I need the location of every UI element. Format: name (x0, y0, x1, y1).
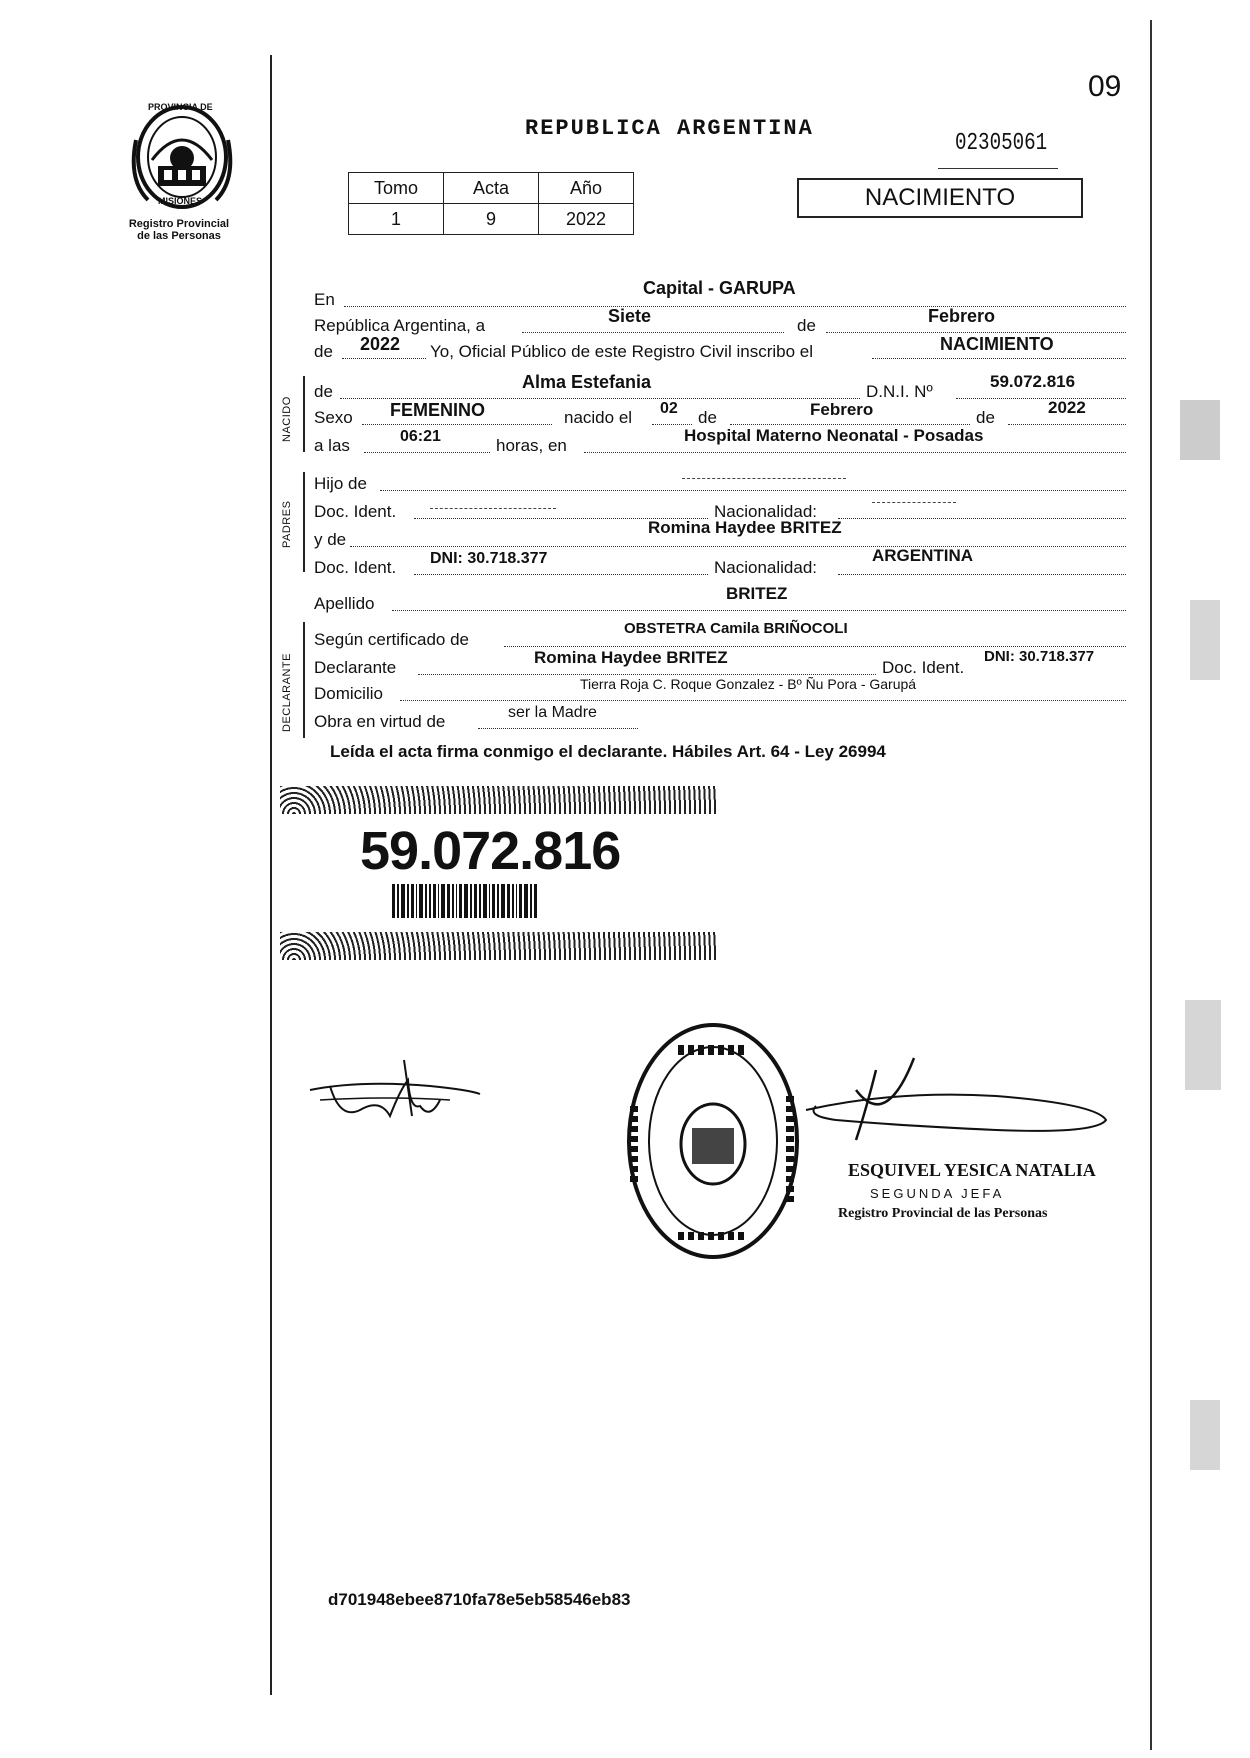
inscribo-dots (872, 358, 1126, 359)
obra-dots (478, 728, 638, 729)
decl-doc-value: DNI: 30.718.377 (984, 648, 1095, 665)
barcode-bar (447, 884, 450, 918)
barcode-bar (433, 884, 436, 918)
month-value: Febrero (928, 306, 996, 326)
logo-top-text: PROVINCIA DE (148, 102, 213, 112)
declarante-label: Declarante (314, 658, 397, 677)
officer-role: SEGUNDA JEFA (870, 1186, 1005, 1201)
barcode-bar (479, 884, 481, 918)
obra-value: ser la Madre (508, 704, 597, 721)
month-dots (826, 332, 1126, 333)
value-anio: 2022 (539, 204, 634, 235)
document-left-border (270, 55, 272, 1695)
barcode-bar (392, 884, 395, 918)
official-seal-icon (618, 1016, 808, 1266)
officer-name: ESQUIVEL YESICA NATALIA (848, 1160, 1096, 1180)
sexo-label: Sexo (314, 408, 353, 427)
en-value: Capital - GARUPA (643, 278, 796, 298)
barcode-bar (401, 884, 405, 918)
nacido-section-label: NACIDO (281, 396, 293, 442)
apellido-dots (392, 610, 1126, 611)
horas-label: horas, en (496, 436, 567, 455)
dni-value: 59.072.816 (990, 372, 1076, 391)
sexo-dots (362, 424, 552, 425)
barcode-bar (456, 884, 457, 918)
place-dots (584, 452, 1126, 453)
barcode-bar (501, 884, 505, 918)
hijo-de-label: Hijo de (314, 474, 367, 493)
obra-label: Obra en virtud de (314, 712, 446, 731)
nac2-dots (838, 574, 1126, 575)
certificado-dots (504, 646, 1126, 647)
sexo-value: FEMENINO (390, 400, 486, 420)
birth-month: Febrero (810, 400, 874, 419)
barcode-bar (474, 884, 477, 918)
value-acta: 9 (444, 204, 539, 235)
doc1-label: Doc. Ident. (314, 502, 397, 521)
inscribo-value: NACIMIENTO (940, 334, 1054, 354)
nacido-bracket (303, 376, 305, 452)
de2-label: de (314, 342, 333, 361)
oficial-text: Yo, Oficial Público de este Registro Civil inscribo el (430, 342, 813, 361)
scan-artifact (1190, 1400, 1220, 1470)
scan-right-edge (1150, 20, 1152, 1750)
dni-label: D.N.I. Nº (866, 382, 933, 401)
document-hash: d701948ebee8710fa78e5eb58546eb83 (328, 1590, 631, 1609)
birth-day-dots (652, 424, 692, 425)
de-label-3: de (976, 408, 995, 427)
barcode-bar (524, 884, 528, 918)
birth-day: 02 (660, 400, 678, 417)
nac2-value: ARGENTINA (872, 546, 974, 565)
barcode-bar (497, 884, 499, 918)
apellido-label: Apellido (314, 594, 375, 613)
nac1-label: Nacionalidad: (714, 502, 818, 521)
barcode-bar (530, 884, 532, 918)
officer-signature (796, 1050, 1116, 1170)
de-label-2: de (698, 408, 717, 427)
acta-table (348, 172, 634, 235)
nac1-dots (838, 518, 1126, 519)
acta-value-row (349, 204, 634, 235)
certificado-label: Según certificado de (314, 630, 469, 649)
day-value: Siete (608, 306, 652, 326)
apellido-value: BRITEZ (726, 584, 788, 603)
record-type-box: NACIMIENTO (797, 178, 1083, 218)
scan-artifact (1190, 600, 1220, 680)
closing-note: Leída el acta firma conmigo el declarante. Hábiles Art. 64 - Ley 26994 (330, 742, 886, 761)
barcode-bar (492, 884, 495, 918)
doc1-crossed-out (430, 508, 556, 509)
value-tomo: 1 (349, 204, 444, 235)
y-de-label: y de (314, 530, 347, 549)
barcode-bar (516, 884, 517, 918)
security-band-top (280, 786, 716, 814)
nacido-de-label: de (314, 382, 333, 401)
header-acta: Acta (444, 173, 539, 204)
dni-dots (956, 398, 1126, 399)
doc2-value: DNI: 30.718.377 (430, 550, 548, 567)
barcode-bar (507, 884, 510, 918)
logo-bottom-text: MISIONES (158, 196, 203, 206)
barcode-bar (483, 884, 487, 918)
barcode-bar (452, 884, 454, 918)
id-number: 59.072.816 (360, 821, 621, 881)
day-dots (522, 332, 784, 333)
en-dots (344, 306, 1126, 307)
barcode-bar (438, 884, 439, 918)
declarante-dots (418, 674, 876, 675)
en-label: En (314, 290, 335, 309)
time-value: 06:21 (400, 428, 441, 445)
barcode-bar (441, 884, 445, 918)
decl-doc-label: Doc. Ident. (882, 658, 965, 677)
barcode-bar (470, 884, 472, 918)
mother-value: Romina Haydee BRITEZ (648, 518, 842, 537)
serial-number: 02305061 (955, 130, 1048, 157)
serial-underline (938, 168, 1058, 169)
mother-dots (350, 546, 1126, 547)
barcode-bar (419, 884, 423, 918)
barcode-bar (489, 884, 490, 918)
nac1-crossed-out (872, 502, 956, 503)
nacido-el-label: nacido el (564, 408, 633, 427)
year-dots (342, 358, 426, 359)
declarant-signature (300, 1050, 490, 1130)
domicilio-dots (400, 700, 1126, 701)
barcode-bar (407, 884, 409, 918)
acta-header-row (349, 173, 634, 204)
padres-bracket (303, 472, 305, 572)
time-dots (364, 452, 490, 453)
declarante-section-label: DECLARANTE (281, 653, 293, 732)
birth-month-dots (730, 424, 970, 425)
security-band-bottom (280, 932, 716, 960)
declarante-value: Romina Haydee BRITEZ (534, 648, 728, 667)
id-barcode (392, 884, 632, 918)
officer-office: Registro Provincial de las Personas (838, 1206, 1048, 1221)
nac2-label: Nacionalidad: (714, 558, 818, 577)
domicilio-value: Tierra Roja C. Roque Gonzalez - Bº Ñu Pora - Garupá (580, 676, 917, 692)
barcode-bar (459, 884, 462, 918)
doc2-label: Doc. Ident. (314, 558, 397, 577)
doc2-dots (414, 574, 708, 575)
registry-line-1: Registro Provincial (128, 218, 230, 230)
registry-name (104, 218, 254, 242)
barcode-bar (519, 884, 522, 918)
father-crossed-out (682, 478, 846, 479)
barcode-bar (512, 884, 514, 918)
scan-artifact (1185, 1000, 1221, 1090)
year-value: 2022 (360, 334, 401, 354)
registry-line-2: de las Personas (137, 230, 221, 242)
header-anio: Año (539, 173, 634, 204)
scan-artifact (1180, 400, 1220, 460)
document-title: REPUBLICA ARGENTINA (525, 116, 814, 141)
header-tomo: Tomo (349, 173, 444, 204)
domicilio-label: Domicilio (314, 684, 383, 703)
republica-label: República Argentina, a (314, 316, 486, 335)
birth-year-dots (1008, 424, 1126, 425)
barcode-bar (397, 884, 399, 918)
birth-year: 2022 (1048, 398, 1086, 417)
certificado-value: OBSTETRA Camila BRIÑOCOLI (624, 620, 848, 637)
de-label: de (797, 316, 816, 335)
a-las-label: a las (314, 436, 350, 455)
padres-section-label: PADRES (281, 500, 293, 548)
barcode-bar (429, 884, 431, 918)
name-dots (340, 398, 860, 399)
name-value: Alma Estefania (522, 372, 652, 392)
barcode-bar (534, 884, 537, 918)
barcode-bar (416, 884, 417, 918)
declarante-bracket (303, 622, 305, 738)
page-number: 09 (1088, 70, 1122, 103)
barcode-bar (464, 884, 468, 918)
barcode-bar (411, 884, 414, 918)
place-value: Hospital Materno Neonatal - Posadas (684, 426, 984, 445)
father-dots (380, 490, 1126, 491)
province-logo (118, 100, 246, 220)
barcode-bar (425, 884, 427, 918)
